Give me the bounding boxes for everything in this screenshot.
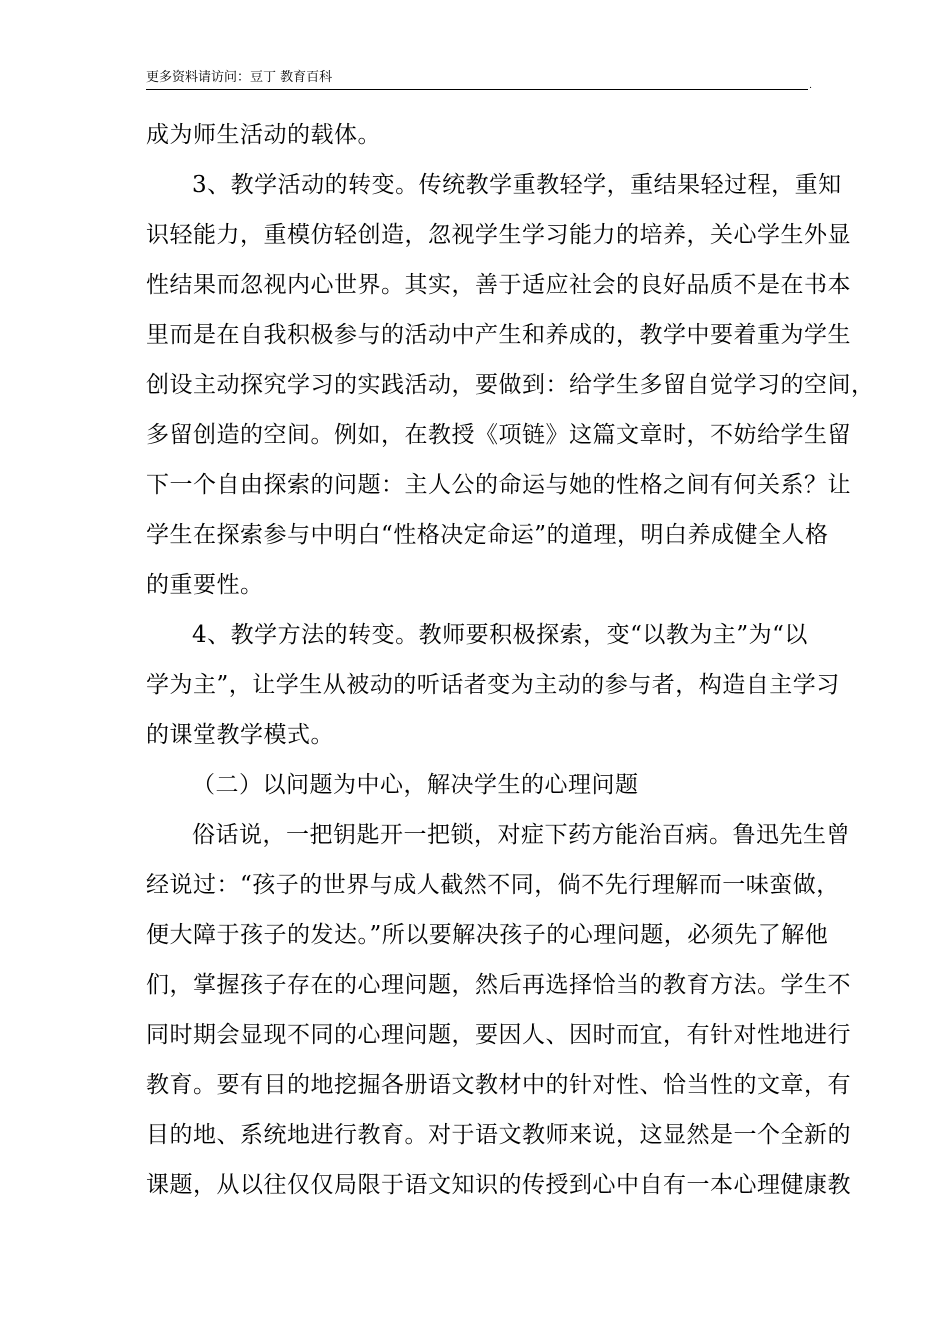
text-line: 课题，从以往仅仅局限于语文知识的传授到心中自有一本心理健康教	[146, 1172, 851, 1198]
paragraph-start-line: 4、教学方法的转变。教师要积极探索，变“以教为主”为“以	[192, 622, 808, 648]
text-line: 的重要性。	[146, 572, 264, 598]
text-line: 识轻能力，重模仿轻创造，忽视学生学习能力的培养，关心学生外显	[146, 222, 851, 248]
text-line: 多留创造的空间。例如，在教授《项链》这篇文章时，不妨给学生留	[146, 422, 851, 448]
text-line: 们，掌握孩子存在的心理问题，然后再选择恰当的教育方法。学生不	[146, 972, 851, 998]
header-mark: .	[809, 81, 812, 91]
text-line: 学生在探索参与中明白“性格决定命运”的道理，明白养成健全人格	[146, 522, 829, 548]
header-text: 更多资料请访问：豆丁 教育百科	[146, 70, 333, 85]
paragraph-start-line: 俗话说，一把钥匙开一把锁，对症下药方能治百病。鲁迅先生曾	[192, 822, 850, 848]
text-line: 创设主动探究学习的实践活动，要做到：给学生多留自觉学习的空间，	[146, 372, 875, 398]
text-line: 同时期会显现不同的心理问题，要因人、因时而宜，有针对性地进行	[146, 1022, 851, 1048]
text-line: 目的地、系统地进行教育。对于语文教师来说，这显然是一个全新的	[146, 1122, 851, 1148]
text-line: 便大障于孩子的发达。”所以要解决孩子的心理问题，必须先了解他	[146, 922, 829, 948]
page-header	[146, 68, 812, 91]
text-line: 教育。要有目的地挖掘各册语文教材中的针对性、恰当性的文章，有	[146, 1072, 851, 1098]
text-line: 下一个自由探索的问题：主人公的命运与她的性格之间有何关系？让	[146, 472, 851, 498]
section-heading: （二）以问题为中心，解决学生的心理问题	[192, 772, 639, 798]
text-line: 成为师生活动的载体。	[146, 122, 381, 148]
text-line: 经说过：“孩子的世界与成人截然不同，倘不先行理解而一味蛮做，	[146, 872, 840, 898]
text-line: 学为主”，让学生从被动的听话者变为主动的参与者，构造自主学习	[146, 672, 840, 698]
text-line: 性结果而忽视内心世界。其实，善于适应社会的良好品质不是在书本	[146, 272, 851, 298]
text-line: 的课堂教学模式。	[146, 722, 334, 748]
paragraph-start-line: 3、教学活动的转变。传统教学重教轻学，重结果轻过程，重知	[192, 172, 842, 198]
body-text	[146, 110, 875, 1210]
text-line: 里而是在自我积极参与的活动中产生和养成的，教学中要着重为学生	[146, 322, 851, 348]
